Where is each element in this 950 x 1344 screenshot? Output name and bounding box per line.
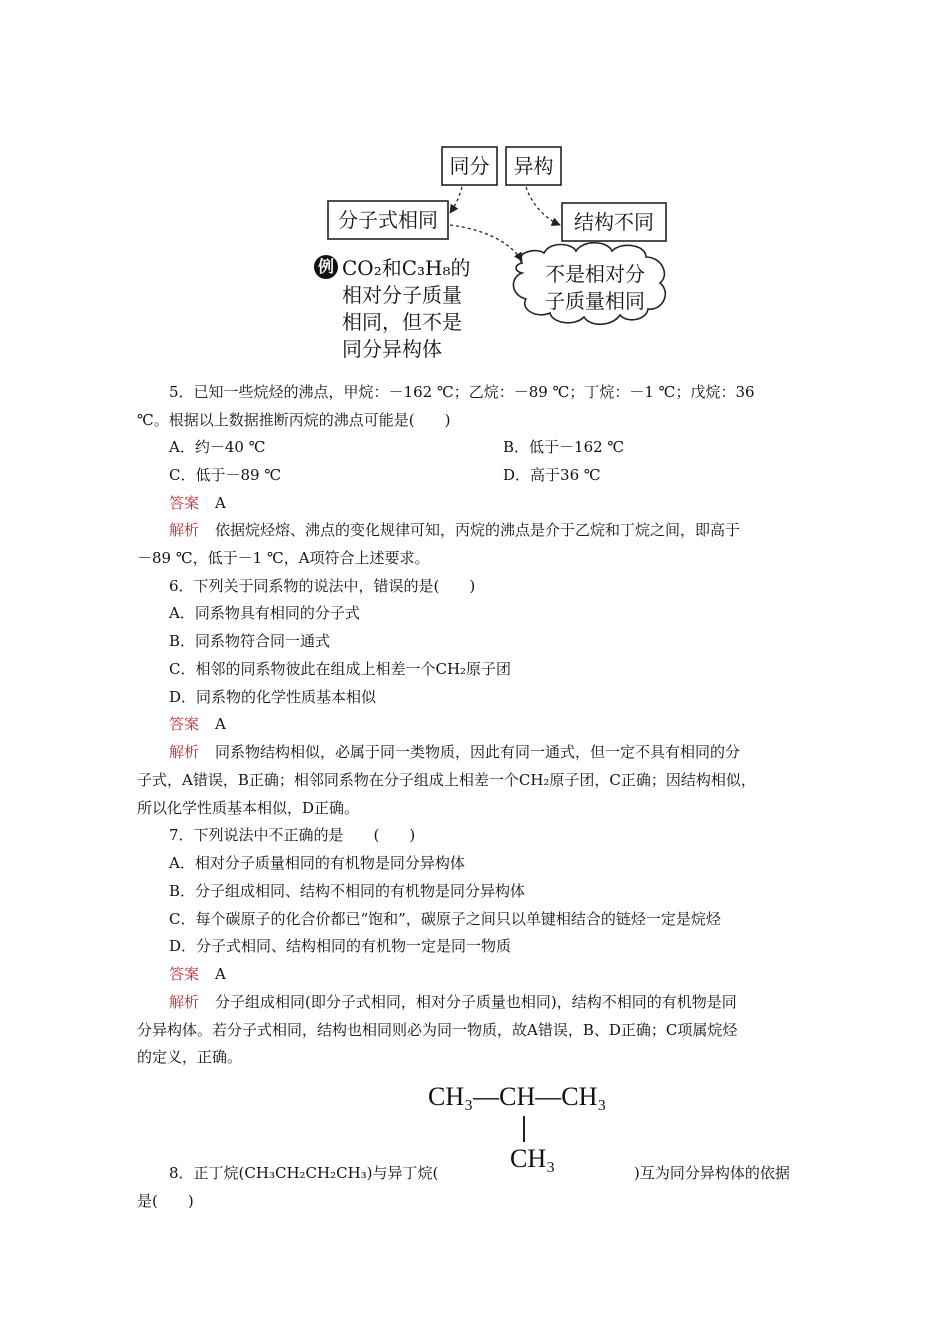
q7-option-c: C．每个碳原子的化合价都已“饱和”，碳原子之间只以单键相结合的链烃一定是烷烃 — [169, 910, 721, 928]
example-text — [342, 255, 471, 363]
q7-option-d: D．分子式相同、结构相同的有机物一定是同一物质 — [169, 937, 512, 955]
concept-diagram — [300, 125, 685, 365]
isobutane-main-chain: CH₃—CH—CH₃ — [428, 1082, 607, 1111]
q7-analysis-text1: 分子组成相同(即分子式相同，相对分子质量也相同)，结构不相同的有机物是同 — [215, 993, 737, 1011]
bubble-text — [520, 261, 670, 315]
isobutane-structure — [428, 1080, 638, 1175]
q7-analysis-label: 解析 — [169, 993, 200, 1011]
q5-analysis-line2: －89 ℃，低于－1 ℃，A项符合上述要求。 — [137, 549, 430, 567]
q6-analysis-line2: 子式，A错误，B正确；相邻同系物在分子组成上相差一个CH₂原子团，C正确；因结构相似， — [137, 771, 756, 789]
q6-option-d: D．同系物的化学性质基本相似 — [169, 688, 377, 706]
isobutane-branch: CH₃ — [510, 1144, 556, 1173]
q5-answer-value: A — [215, 494, 226, 512]
example-line-4: 同分异构体 — [342, 337, 442, 361]
q6-stem: 6．下列关于同系物的说法中，错误的是( ) — [169, 577, 476, 595]
q5-option-a: A．约－40 ℃ — [169, 438, 266, 456]
bubble-line-2: 子质量相同 — [545, 289, 645, 313]
q5-option-d: D．高于36 ℃ — [503, 466, 601, 484]
isobutane-bond — [523, 1116, 525, 1142]
q6-analysis-line3: 所以化学性质基本相似，D正确。 — [137, 799, 360, 817]
q6-answer — [169, 714, 226, 734]
arrow-tong-to-formula — [450, 187, 462, 213]
q7-analysis-line2: 分异构体。若分子式相同，结构也相同则必为同一物质，故A错误，B、D正确；C项属烷烃 — [137, 1021, 738, 1039]
q7-option-b: B．分子组成相同、结构不相同的有机物是同分异构体 — [169, 882, 526, 900]
q7-stem: 7．下列说法中不正确的是 ( ) — [169, 826, 416, 844]
box-structure-label: 结构不同 — [574, 210, 654, 234]
q7-option-a: A．相对分子质量相同的有机物是同分异构体 — [169, 854, 465, 872]
q8-stem-part1: 8．正丁烷(CH₃CH₂CH₂CH₃)与异丁烷( — [169, 1164, 439, 1182]
box-formula-label: 分子式相同 — [338, 208, 438, 232]
q5-stem-line2: ℃。根据以上数据推断丙烷的沸点可能是( ) — [137, 411, 451, 429]
q5-stem-line1: 5．已知一些烷烃的沸点，甲烷：－162 ℃；乙烷：－89 ℃；丁烷：－1 ℃；戊烷：36 — [169, 383, 755, 401]
q7-answer-value: A — [215, 965, 226, 983]
q8-stem-line2: 是( ) — [137, 1192, 194, 1210]
bubble-line-1: 不是相对分 — [545, 262, 645, 286]
q5-option-b: B．低于－162 ℃ — [503, 438, 625, 456]
q6-analysis-label: 解析 — [169, 743, 200, 761]
q5-answer-label: 答案 — [169, 494, 200, 512]
q7-analysis-line1 — [169, 992, 737, 1012]
q6-option-c: C．相邻的同系物彼此在组成上相差一个CH₂原子团 — [169, 660, 512, 678]
q7-answer-label: 答案 — [169, 965, 200, 983]
q6-option-b: B．同系物符合同一通式 — [169, 632, 331, 650]
q5-answer — [169, 493, 226, 513]
example-line-1: CO₂和C₃H₈的 — [342, 256, 471, 280]
example-line-3: 相同，但不是 — [342, 310, 462, 334]
box-tong-label: 同分 — [449, 154, 490, 178]
arrow-yi-to-structure — [526, 187, 560, 225]
box-yi-label: 异构 — [513, 154, 554, 178]
q6-analysis-line1 — [169, 742, 740, 762]
q7-answer — [169, 964, 226, 984]
q5-analysis-text1: 依据烷烃熔、沸点的变化规律可知，丙烷的沸点是介于乙烷和丁烷之间，即高于 — [215, 521, 741, 539]
q5-option-c: C．低于－89 ℃ — [169, 466, 282, 484]
q6-answer-value: A — [215, 715, 226, 733]
q7-analysis-line3: 的定义，正确。 — [137, 1048, 243, 1066]
q5-analysis-label: 解析 — [169, 521, 200, 539]
q8-stem-part2: )互为同分异构体的依据 — [634, 1164, 790, 1182]
q6-analysis-text1: 同系物结构相似，必属于同一类物质，因此有同一通式，但一定不具有相同的分 — [215, 743, 741, 761]
example-line-2: 相对分子质量 — [342, 283, 462, 307]
q5-analysis-line1 — [169, 520, 740, 540]
q6-option-a: A．同系物具有相同的分子式 — [169, 604, 360, 622]
q6-answer-label: 答案 — [169, 715, 200, 733]
example-badge-label: 例 — [317, 257, 334, 276]
